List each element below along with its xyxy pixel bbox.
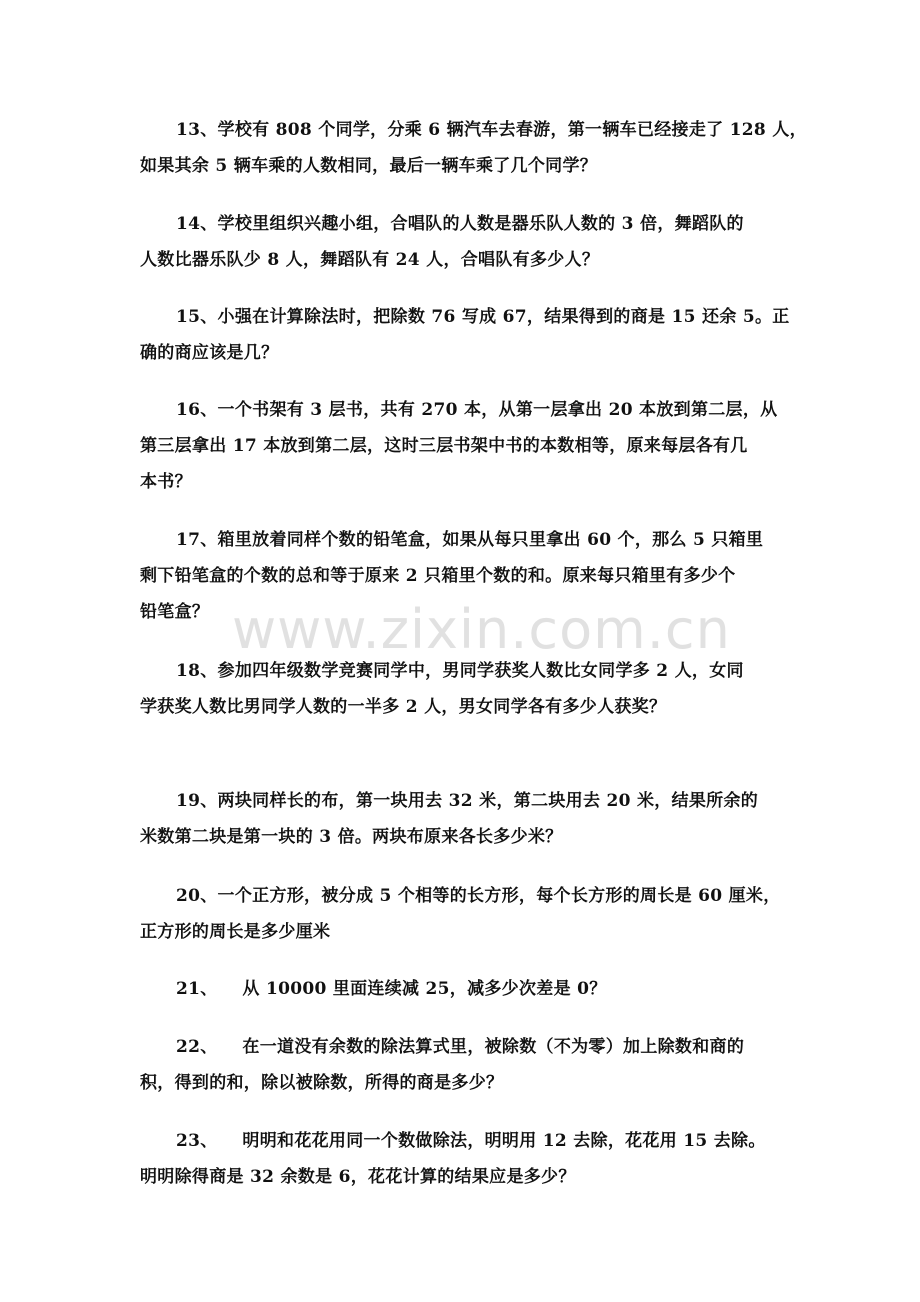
problem-21-line-1: 21、 从 10000 里面连续减 25，减多少次差是 0？ — [176, 979, 607, 999]
problem-23-line-1: 23、 明明和花花用同一个数做除法，明明用 12 去除，花花用 15 去除。 — [176, 1131, 766, 1151]
problem-19-line-1: 19、两块同样长的布，第一块用去 32 米，第二块用去 20 米，结果所余的 — [176, 791, 759, 811]
problem-19-line-2: 米数第二块是第一块的 3 倍。两块布原来各长多少米？ — [140, 827, 563, 847]
watermark: www.zixin.com.cn — [232, 598, 731, 661]
problem-14-line-1: 14、学校里组织兴趣小组，合唱队的人数是器乐队人数的 3 倍，舞蹈队的 — [176, 214, 744, 234]
problem-18-line-2: 学获奖人数比男同学人数的一半多 2 人，男女同学各有多少人获奖？ — [140, 697, 667, 717]
problem-15-line-2: 确的商应该是几？ — [140, 343, 279, 363]
problem-20-line-1: 20、一个正方形，被分成 5 个相等的长方形，每个长方形的周长是 60 厘米， — [176, 886, 781, 906]
problem-16-line-1: 16、一个书架有 3 层书，共有 270 本，从第一层拿出 20 本放到第二层，从 — [176, 400, 778, 420]
problem-18-line-1: 18、参加四年级数学竞赛同学中，男同学获奖人数比女同学多 2 人，女同 — [176, 661, 744, 681]
problem-15-line-1: 15、小强在计算除法时，把除数 76 写成 67，结果得到的商是 15 还余 5。正 — [176, 307, 790, 327]
problem-13-line-2: 如果其余 5 辆车乘的人数相同，最后一辆车乘了几个同学？ — [140, 156, 598, 176]
problem-16-line-3: 本书？ — [140, 472, 192, 492]
problem-16-line-2: 第三层拿出 17 本放到第二层，这时三层书架中书的本数相等，原来每层各有几 — [140, 436, 748, 456]
problem-22-line-1: 22、 在一道没有余数的除法算式里，被除数（不为零）加上除数和商的 — [176, 1037, 745, 1057]
problem-20-line-2: 正方形的周长是多少厘米 — [140, 922, 331, 942]
problem-17-line-1: 17、箱里放着同样个数的铅笔盒，如果从每只里拿出 60 个，那么 5 只箱里 — [176, 530, 764, 550]
problem-13-line-1: 13、学校有 808 个同学，分乘 6 辆汽车去春游，第一辆车已经接走了 128 人， — [176, 120, 807, 140]
problem-14-line-2: 人数比器乐队少 8 人，舞蹈队有 24 人，合唱队有多少人？ — [140, 250, 600, 270]
problem-23-line-2: 明明除得商是 32 余数是 6，花花计算的结果应是多少？ — [140, 1167, 576, 1187]
problem-17-line-3: 铅笔盒？ — [140, 602, 210, 622]
problem-22-line-2: 积，得到的和，除以被除数，所得的商是多少？ — [140, 1073, 504, 1093]
problem-17-line-2: 剩下铅笔盒的个数的总和等于原来 2 只箱里个数的和。原来每只箱里有多少个 — [140, 566, 736, 586]
